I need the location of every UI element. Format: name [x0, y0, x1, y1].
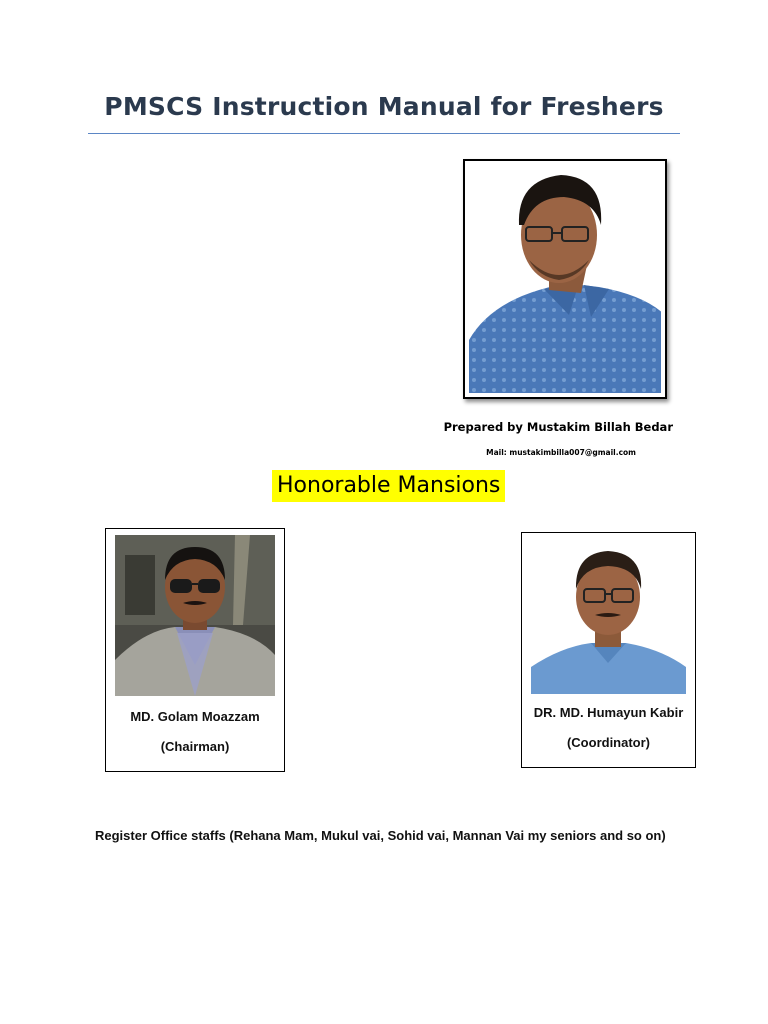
coordinator-name: DR. MD. Humayun Kabir: [533, 705, 684, 720]
chairman-role: (Chairman): [160, 739, 230, 754]
coordinator-role: (Coordinator): [566, 735, 651, 750]
author-email: Mail: mustakimbilla007@gmail.com: [486, 448, 636, 457]
author-portrait-illustration: [469, 165, 661, 393]
prepared-by-line: Prepared by Mustakim Billah Bedar: [443, 420, 673, 434]
coordinator-photo: [531, 539, 686, 694]
register-office-note: Register Office staffs (Rehana Mam, Mukul vai, Sohid vai, Mannan Vai my seniors and so on): [95, 828, 666, 843]
title-divider: [88, 133, 680, 134]
chairman-name: MD. Golam Moazzam: [130, 709, 260, 724]
coordinator-portrait-illustration: [531, 539, 686, 694]
author-photo: [463, 159, 667, 399]
chairman-photo: [115, 535, 275, 696]
document-title: PMSCS Instruction Manual for Freshers: [104, 92, 664, 121]
person-card-coordinator: [521, 532, 696, 768]
person-card-chairman: [105, 528, 285, 772]
chairman-portrait-illustration: [115, 535, 275, 696]
section-heading: Honorable Mansions: [272, 470, 505, 502]
